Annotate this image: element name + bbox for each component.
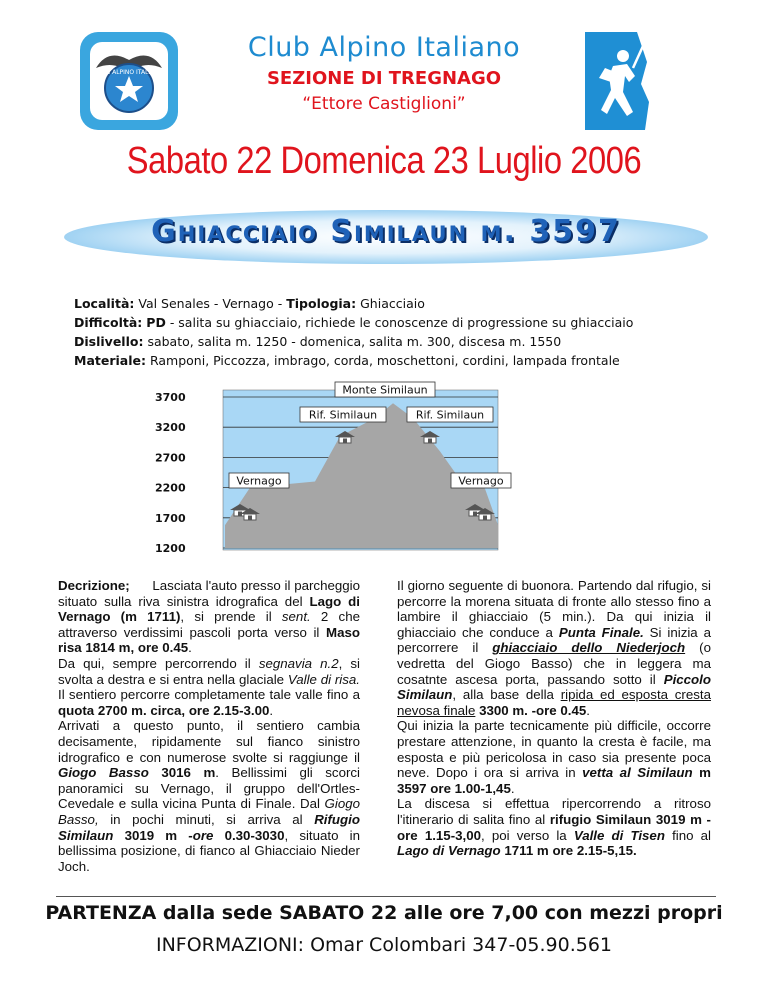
svg-text:Monte Similaun: Monte Similaun — [342, 383, 428, 397]
chart-y-tick-label: 3700 — [155, 391, 186, 404]
info-localita: Località: Val Senales - Vernago - Tipologia: Ghiacciaio — [74, 296, 425, 311]
footer-divider — [56, 896, 716, 897]
departure-info: PARTENZA dalla sede SABATO 22 alle ore 7,00 con mezzi propri — [45, 902, 723, 924]
info-materiale: Materiale: Ramponi, Piccozza, imbrago, corda, moschettoni, cordini, lampada frontale — [74, 353, 620, 368]
elevation-profile-chart — [155, 380, 530, 560]
desc-left-p3: Arrivati a questo punto, il sentiero cambia decisamente, ripidamente sul fianco sinistro idrografico e con numerose svolte si raggiunge il Giogo Basso 3016 m. Bellissimi gli scorci panoramici su Vernago, il gruppo dell'Ortles-Cevedale e sulla vicina Punta di Finale. Dal Giogo Basso, in pochi minuti, si arriva al Rifugio Similaun 3019 m -ore 0.30-3030, situato in bellissima posizione, di fianco al Ghiacciaio Nieder Joch. — [58, 718, 360, 874]
chart-y-tick-label: 3200 — [155, 421, 186, 435]
description-left-column — [58, 578, 360, 874]
club-name: Club Alpino Italiano — [247, 32, 521, 63]
info-dislivello: Dislivello: sabato, salita m. 1250 - domenica, salita m. 300, discesa m. 1550 — [74, 334, 562, 349]
chart-y-tick-label: 2200 — [155, 481, 186, 495]
desc-right-p1: Il giorno seguente di buonora. Partendo dal rifugio, si percorre la morena situata di fronte allo stesso fino a lambire il ghiacciaio (5 min.). Da qui inizia il ghiacciaio che conduce a Punta Finale. Si inizia a percorrere il ghiacciaio dello Niederjoch (o vedretta del Giogo Basso) che in leggera ma cosatnte ascesa porta, passando sotto il Piccolo Similaun, alla base della ripida ed esposta cresta nevosa finale 3300 m. -ore 0.45. — [397, 578, 711, 718]
section-name: SEZIONE DI TREGNAGO — [266, 68, 502, 89]
desc-right-p3: La discesa si effettua ripercorrendo a ritroso l'itinerario di salita fino al rifugio Similaun 3019 m -ore 1.15-3,00, poi verso la Valle di Tisen fino al Lago di Vernago 1711 m ore 2.15-5,15. — [397, 796, 711, 859]
hut-left-label — [300, 407, 386, 422]
svg-text:Rif. Similaun: Rif. Similaun — [415, 408, 485, 422]
chart-y-tick-label: 1700 — [155, 511, 186, 525]
chart-y-ticks — [155, 391, 186, 555]
logo-ring-text: CLUB ALPINO ITALIANO — [94, 69, 164, 76]
svg-text:Vernago: Vernago — [236, 474, 282, 488]
info-difficolta: Difficoltà: PD - salita su ghiacciaio, richiede le conoscenze di progressione su ghiacciaio — [74, 315, 634, 330]
event-date: Sabato 22 Domenica 23 Luglio 2006 — [126, 140, 642, 182]
desc-left-p1: Decrizione; Lasciata l'auto presso il parcheggio situato sulla riva sinistra idrografica del Lago di Vernago (m 1711), si prende il sent. 2 che attraverso verdissimi pascoli porta verso il Maso risa 1814 m, ore 0.45. — [58, 578, 361, 656]
chart-y-tick-label: 2700 — [155, 451, 186, 465]
section-subtitle: “Ettore Castiglioni” — [302, 94, 466, 114]
event-title: Ghiacciaio Similaun m. 3597 — [151, 214, 621, 249]
desc-left-p2: Da qui, sempre percorrendo il segnavia n.2, si svolta a destra e si entra nella glaciale Valle di risa. Il sentiero percorre completamente tale valle fino a quota 2700 m. circa, ore 2.15-3.00. — [58, 655, 360, 718]
start-label — [229, 473, 289, 488]
svg-text:Vernago: Vernago — [458, 474, 504, 488]
description-right-column — [397, 578, 711, 859]
summit-label — [335, 382, 435, 397]
contact-info: INFORMAZIONI: Omar Colombari 347-05.90.561 — [155, 934, 613, 956]
end-label — [451, 473, 511, 488]
hut-right-label — [407, 407, 493, 422]
svg-text:Rif. Similaun: Rif. Similaun — [308, 408, 378, 422]
chart-y-tick-label: 1200 — [155, 542, 186, 555]
desc-right-p2: Qui inizia la parte tecnicamente più difficile, occorre prestare attenzione, in quanto la cresta è facile, ma esposta e più pericolosa in caso sia presente poca neve. Dopo i ora si arriva in vetta al Similaun m 3597 ore 1.00-1,45. — [397, 718, 711, 796]
